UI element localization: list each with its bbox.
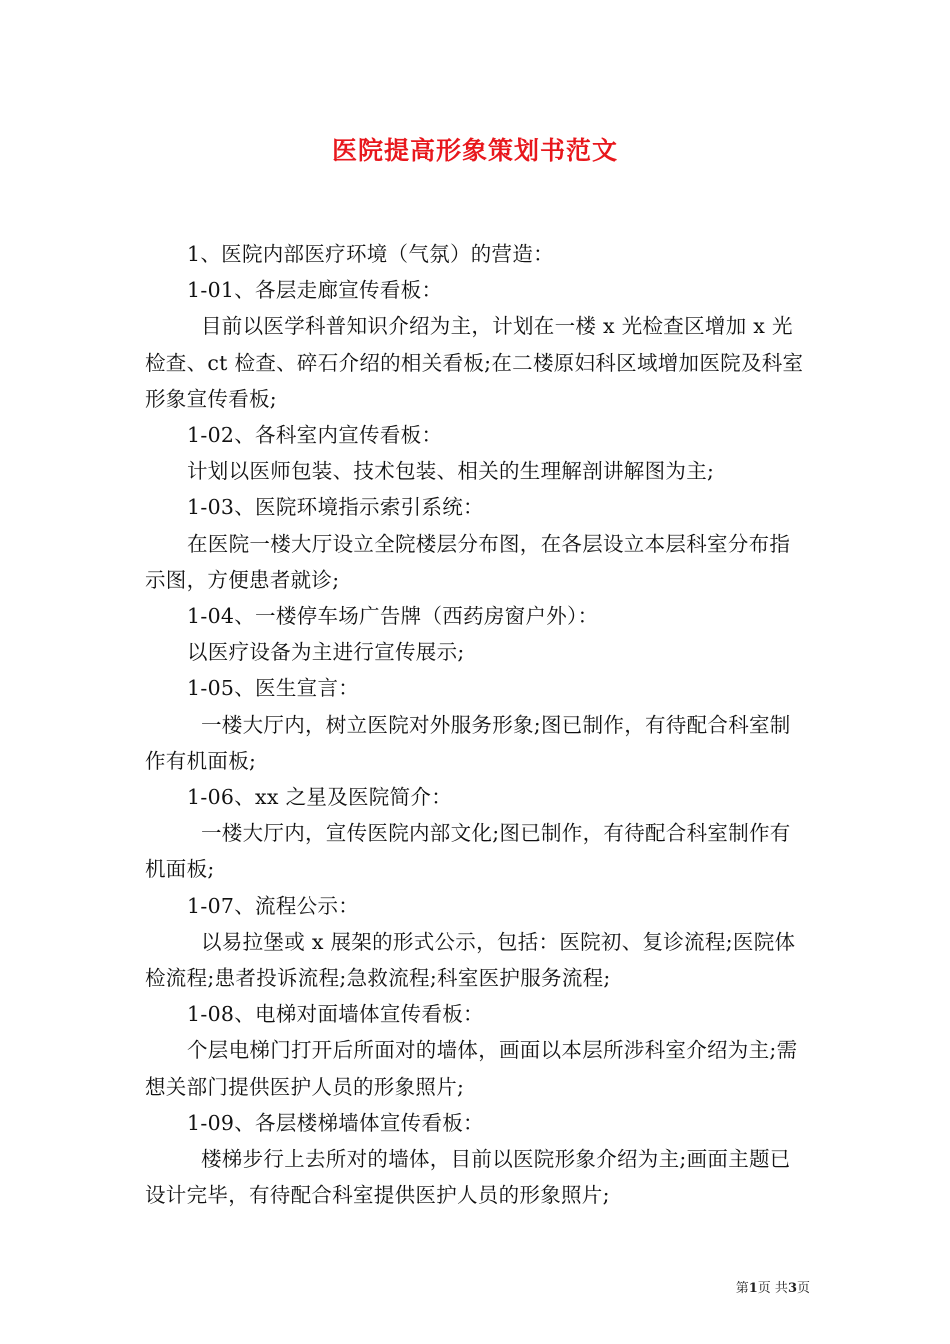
- item-paragraph: 一楼大厅内，树立医院对外服务形象;图已制作，有待配合科室制作有机面板;: [145, 712, 791, 773]
- section-heading: 1、医院内部医疗环境（气氛）的营造：: [187, 242, 554, 266]
- footer-page-total: 3: [787, 1281, 797, 1296]
- footer-suffix: 页: [796, 1281, 810, 1296]
- footer-prefix: 第: [735, 1281, 749, 1296]
- footer-page-number: 1: [748, 1281, 758, 1296]
- item-heading: 1-05、医生宣言：: [187, 676, 360, 701]
- item-heading: 1-08、电梯对面墙体宣传看板：: [187, 1002, 484, 1027]
- item-heading: 1-07、流程公示：: [187, 893, 360, 918]
- item-paragraph: 以易拉堡或 x 展架的形式公示，包括：医院初、复诊流程;医院体检流程;患者投诉流程;急救流程;科室医护服务流程;: [145, 929, 796, 991]
- document-title: 医院提高形象策划书范文: [331, 136, 618, 165]
- item-paragraph: 个层电梯门打开后所面对的墙体，画面以本层所涉科室介绍为主;需想关部门提供医护人员的形象照片;: [145, 1038, 798, 1099]
- item-paragraph: 在医院一楼大厅设立全院楼层分布图，在各层设立本层科室分布指示图，方便患者就诊;: [145, 531, 791, 592]
- item-heading: 1-03、医院环境指示索引系统：: [187, 495, 484, 520]
- item-heading: 1-02、各科室内宣传看板：: [187, 423, 443, 448]
- item-paragraph: 一楼大厅内，宣传医院内部文化;图已制作，有待配合科室制作有机面板;: [145, 821, 791, 882]
- item-paragraph: 计划以医师包装、技术包装、相关的生理解剖讲解图为主;: [187, 459, 715, 484]
- item-heading: 1-09、各层楼梯墙体宣传看板：: [187, 1110, 484, 1135]
- item-paragraph: 以医疗设备为主进行宣传展示;: [187, 640, 465, 665]
- document-body: [145, 236, 810, 1213]
- item-paragraph: 目前以医学科普知识介绍为主，计划在一楼 x 光检查区增加 x 光检查、ct 检查、碎石介绍的相关看板;在二楼原妇科区域增加医院及科室形象宣传看板;: [145, 314, 804, 411]
- item-heading: 1-06、xx 之星及医院简介：: [187, 785, 452, 810]
- item-heading: 1-04、一楼停车场广告牌（西药房窗户外）：: [187, 604, 599, 629]
- item-heading: 1-01、各层走廊宣传看板：: [187, 278, 443, 303]
- footer-middle: 页 共: [757, 1281, 788, 1296]
- page-footer: [690, 1277, 810, 1296]
- item-paragraph: 楼梯步行上去所对的墙体，目前以医院形象介绍为主;画面主题已设计完毕，有待配合科室提供医护人员的形象照片;: [145, 1147, 791, 1208]
